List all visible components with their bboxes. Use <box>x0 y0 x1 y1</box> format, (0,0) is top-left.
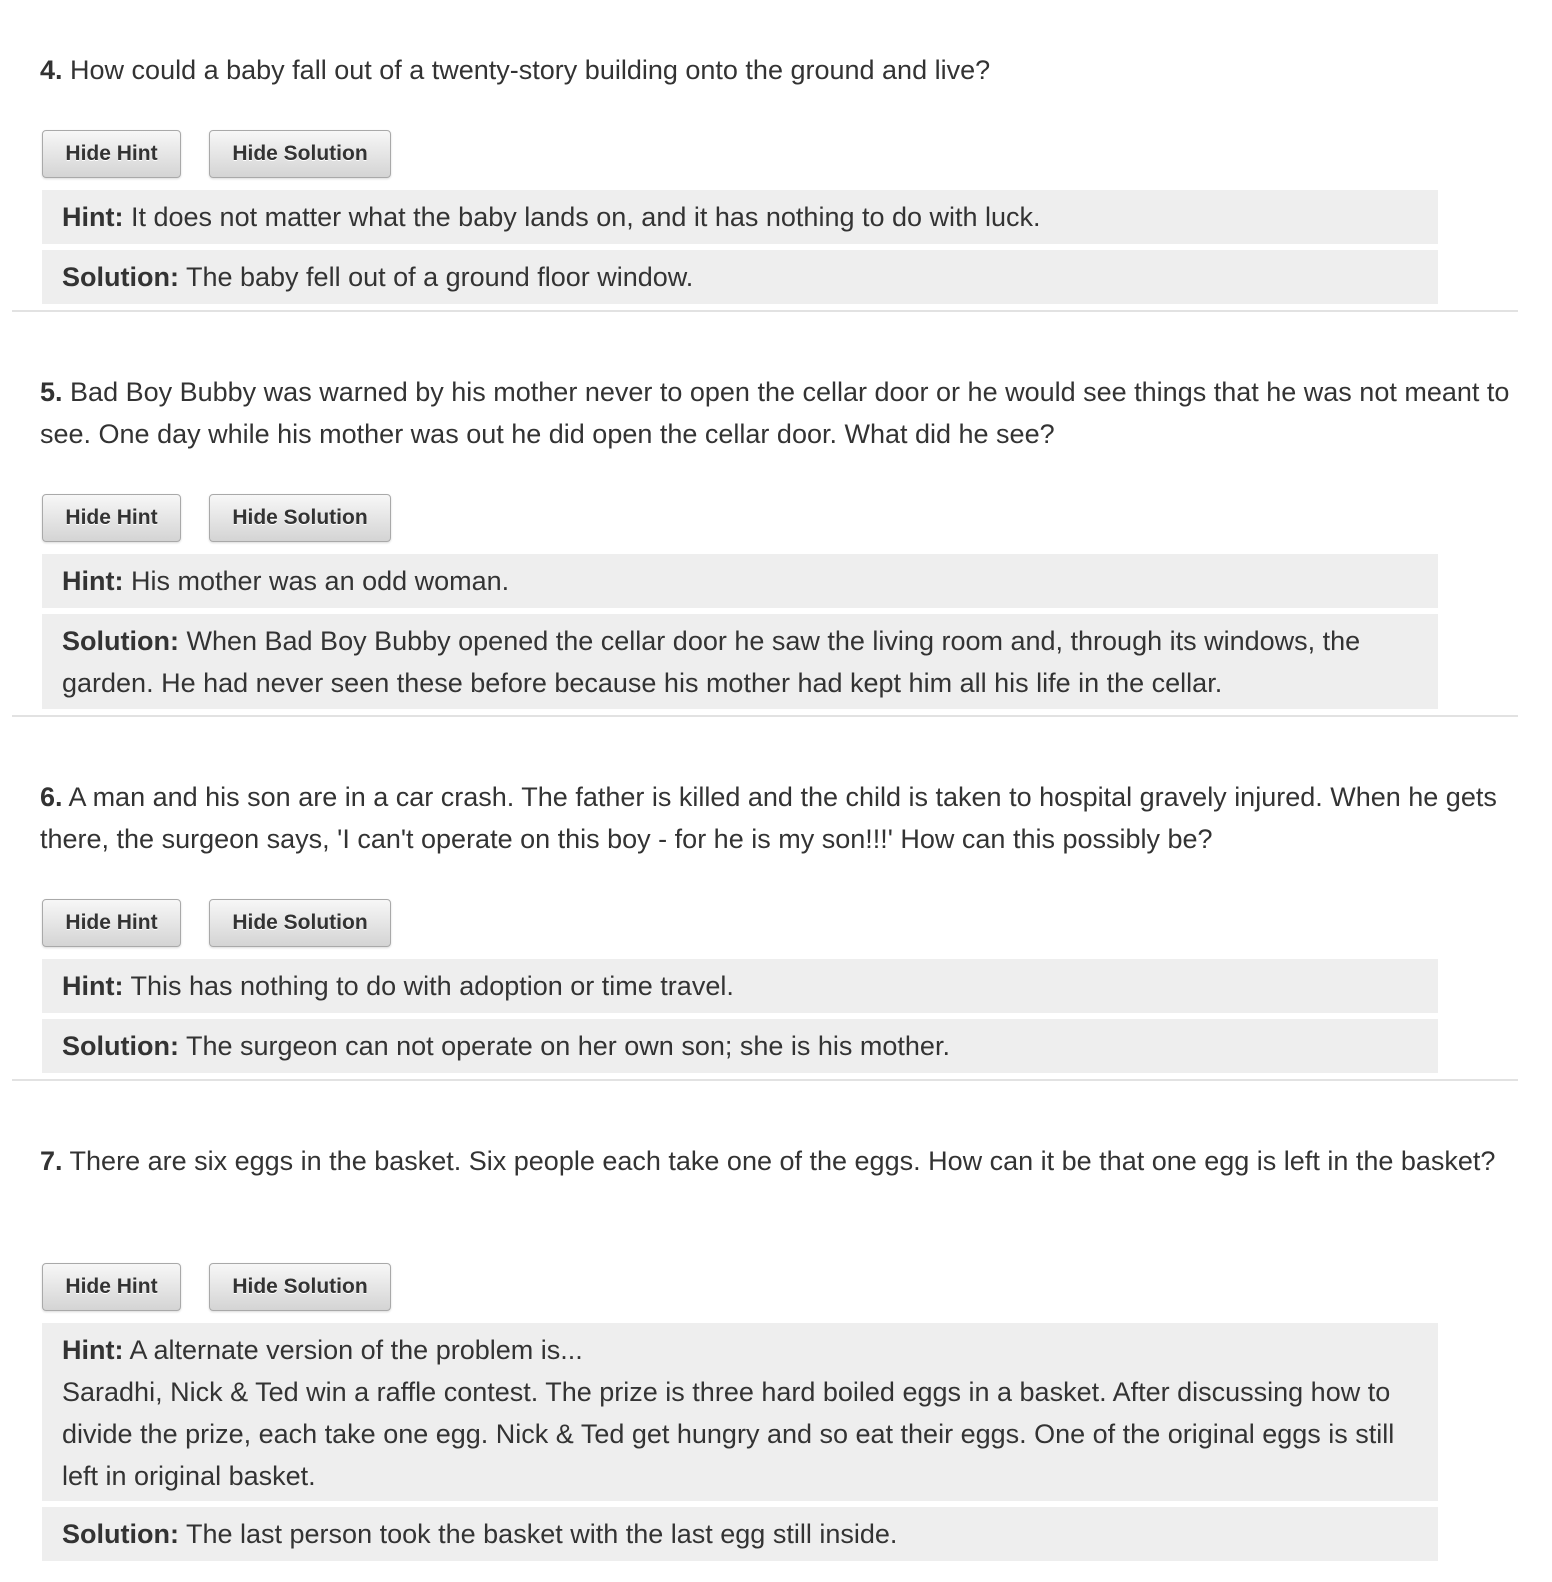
hint-label: Hint: <box>62 1335 124 1365</box>
solution-text: The surgeon can not operate on her own son; she is his mother. <box>185 1031 950 1061</box>
puzzle-7 <box>12 1081 1518 1582</box>
solution-box <box>42 250 1438 304</box>
hide-hint-button[interactable]: Hide Hint <box>42 130 181 178</box>
hint-text: His mother was an odd woman. <box>131 566 510 596</box>
puzzle-6 <box>12 717 1518 1081</box>
hide-solution-button[interactable]: Hide Solution <box>209 899 391 947</box>
hint-label: Hint: <box>62 202 124 232</box>
solution-box <box>42 1019 1438 1073</box>
hint-text: It does not matter what the baby lands on, and it has nothing to do with luck. <box>131 202 1041 232</box>
solution-label: Solution: <box>62 1031 179 1061</box>
hint-extra-text: Saradhi, Nick & Ted win a raffle contest. The prize is three hard boiled eggs in a basket. After discussing how to divide the prize, each take one egg. Nick & Ted get hungry and so eat their eggs. One of the original eggs is still left in original basket. <box>62 1377 1395 1491</box>
solution-text: When Bad Boy Bubby opened the cellar door he saw the living room and, through its windows, the garden. He had never seen these before because his mother had kept him all his life in the cellar. <box>62 626 1361 698</box>
solution-box <box>42 614 1438 709</box>
question-number: 5. <box>40 377 63 407</box>
solution-label: Solution: <box>62 1519 179 1549</box>
question-text: A man and his son are in a car crash. The father is killed and the child is taken to hospital gravely injured. When he gets there, the surgeon says, 'I can't operate on this boy - for he is my son!!!' How can this possibly be? <box>40 782 1497 854</box>
hide-solution-button[interactable]: Hide Solution <box>209 130 391 178</box>
question-text: There are six eggs in the basket. Six people each take one of the eggs. How can it be that one egg is left in the basket? <box>69 1146 1496 1176</box>
hint-box <box>42 959 1438 1013</box>
hide-hint-button[interactable]: Hide Hint <box>42 1263 181 1311</box>
question-7 <box>40 1140 1510 1182</box>
hint-text: This has nothing to do with adoption or time travel. <box>130 971 734 1001</box>
hint-box <box>42 190 1438 244</box>
hint-box <box>42 1323 1438 1501</box>
hide-solution-button[interactable]: Hide Solution <box>209 494 391 542</box>
solution-box <box>42 1507 1438 1561</box>
solution-text: The last person took the basket with the last egg still inside. <box>185 1519 898 1549</box>
hint-first-line <box>62 1329 1418 1371</box>
question-5 <box>40 371 1510 455</box>
hint-label: Hint: <box>62 971 124 1001</box>
puzzle-4 <box>12 0 1518 312</box>
hint-box <box>42 554 1438 608</box>
question-6 <box>40 776 1510 860</box>
puzzle-5 <box>12 312 1518 717</box>
hint-text: A alternate version of the problem is... <box>129 1335 583 1365</box>
hide-hint-button[interactable]: Hide Hint <box>42 494 181 542</box>
question-4 <box>40 49 1510 91</box>
solution-label: Solution: <box>62 262 179 292</box>
question-text: Bad Boy Bubby was warned by his mother never to open the cellar door or he would see things that he was not meant to see. One day while his mother was out he did open the cellar door. What did he see? <box>40 377 1510 449</box>
question-text: How could a baby fall out of a twenty-story building onto the ground and live? <box>70 55 991 85</box>
hide-hint-button[interactable]: Hide Hint <box>42 899 181 947</box>
hide-solution-button[interactable]: Hide Solution <box>209 1263 391 1311</box>
question-number: 4. <box>40 55 63 85</box>
solution-text: The baby fell out of a ground floor window. <box>185 262 694 292</box>
solution-label: Solution: <box>62 626 179 656</box>
hint-label: Hint: <box>62 566 124 596</box>
question-number: 6. <box>40 782 63 812</box>
question-number: 7. <box>40 1146 63 1176</box>
